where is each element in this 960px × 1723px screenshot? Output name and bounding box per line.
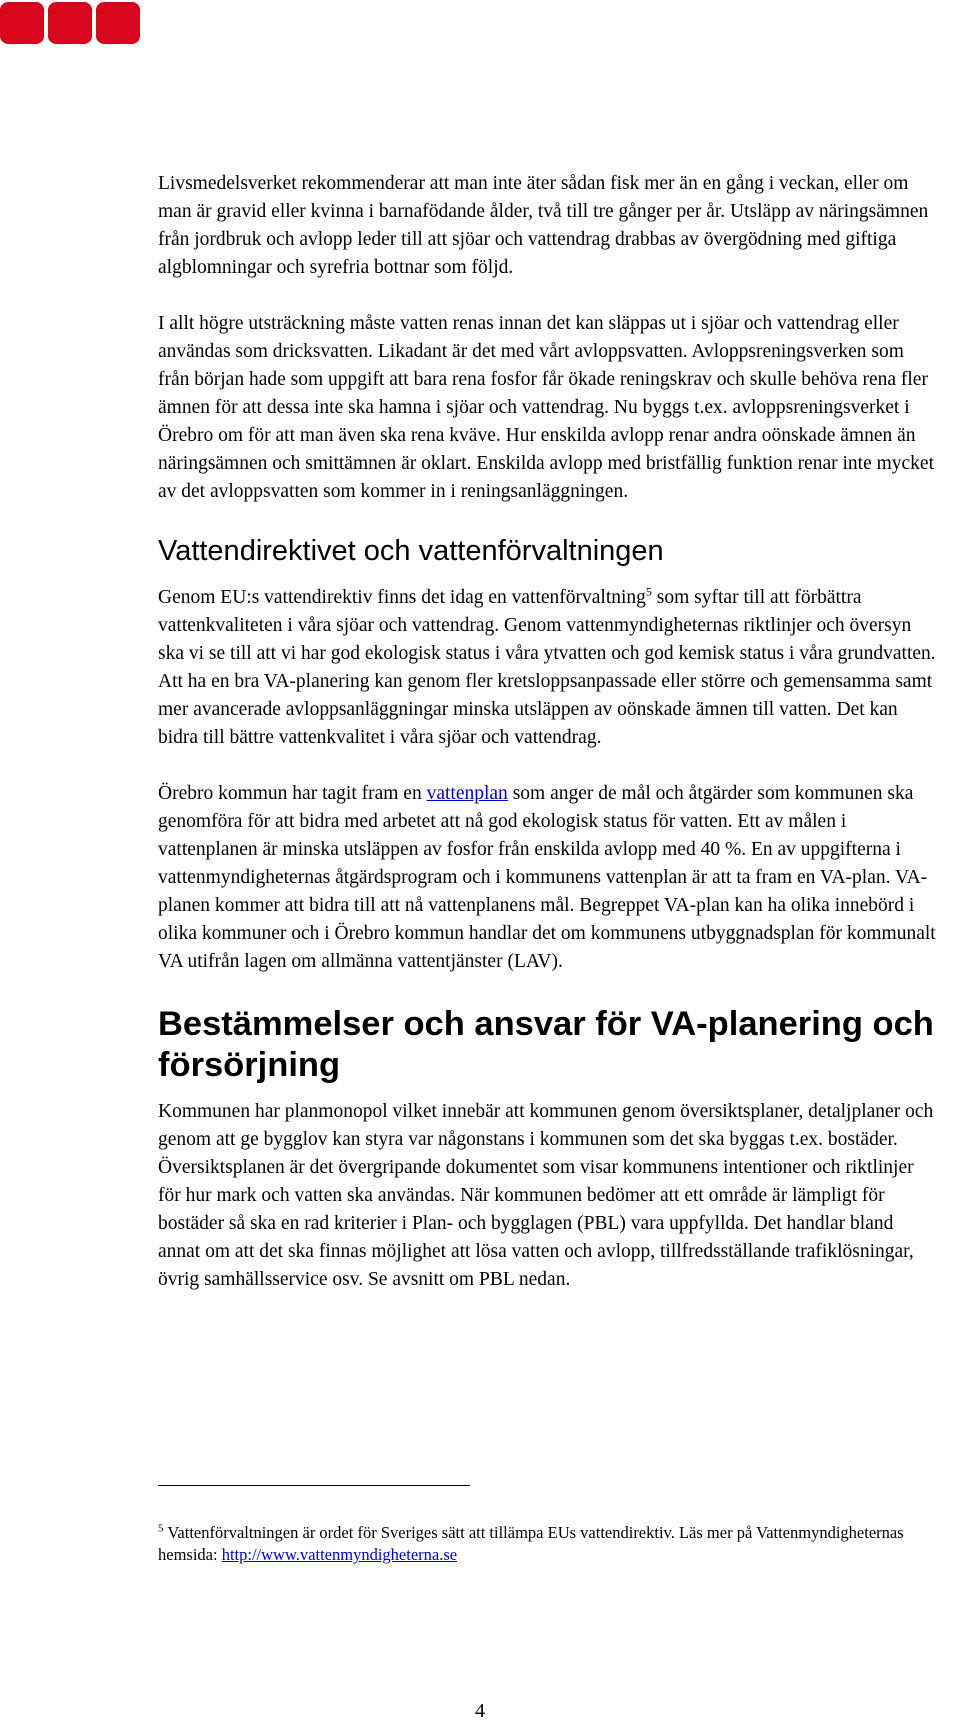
- logo: [0, 2, 140, 44]
- footnote-number: 5: [158, 1522, 164, 1535]
- paragraph: I allt högre utsträckning måste vatten renas innan det kan släppas ut i sjöar och vattendrag eller användas som dricksvatten. Likadant är det med vårt avloppsvatten. Avloppsreningsverken som från början hade som uppgift att bara rena fosfor får ökade reningskrav och skulle behöva rena fler ämnen för att dessa inte ska hamna i sjöar och vattendrag. Nu byggs t.ex. avloppsreningsverket i Örebro om för att man även ska rena kväve. Hur enskilda avlopp renar andra oönskade ämnen än näringsämnen och smittämnen är oklart. Enskilda avlopp med bristfällig funktion renar inte mycket av det avloppsvatten som kommer in i reningsanläggningen.: [158, 313, 935, 502]
- paragraph: Livsmedelsverket rekommenderar att man inte äter sådan fisk mer än en gång i veckan, eller om man är gravid eller kvinna i barnafödande ålder, två till tre gånger per år. Utsläpp av näringsämnen från jordbruk och avlopp leder till att sjöar och vattendrag drabbas av övergödning med giftiga algblomningar och syrefria bottnar som följd.: [158, 173, 929, 278]
- text-run: som anger de mål och åtgärder som kommunen ska genomföra för att bidra med arbetet att nå god ekologisk status för vatten. Ett av målen i vattenplanen är minska utsläppen av fosfor från enskilda avlopp med 40 %. En av uppgifterna i vattenmyndigheternas åtgärdsprogram och i kommunens vattenplan är att ta fram en VA-plan. VA-planen kommer att bidra till att nå vattenplanens mål. Begreppet VA-plan kan ha olika innebörd i olika kommuner och i Örebro kommun handlar det om kommunens utbyggnadsplan för kommunalt VA utifrån lagen om allmänna vattentjänster (LAV).: [158, 783, 936, 972]
- logo-square-1: [0, 2, 44, 44]
- paragraph: Kommunen har planmonopol vilket innebär att kommunen genom översiktsplaner, detaljplaner och genom att ge bygglov kan styra var någonstans i kommunen som det ska byggas t.ex. bostäder. Översiktsplanen är det övergripande dokumentet som visar kommunens intentioner och riktlinjer för hur mark och vatten ska användas. När kommunen bedömer att ett område är lämpligt för bostäder så ska en rad kriterier i Plan- och bygglagen (PBL) vara uppfyllda. Det handlar bland annat om att det ska finnas möjlighet att lösa vatten och avlopp, tillfredsställande trafiklösningar, övrig samhällsservice osv. Se avsnitt om PBL nedan.: [158, 1101, 934, 1290]
- logo-square-3: [96, 2, 140, 44]
- footnote-ref[interactable]: 5: [645, 584, 652, 599]
- paragraph: [158, 780, 938, 976]
- footnote-text: Vattenförvaltningen är ordet för Sveriges sätt att tillämpa EUs vattendirektiv. Läs mer på Vattenmyndigheternas hemsida:: [158, 1523, 904, 1564]
- text-run: Örebro kommun har tagit fram en: [158, 783, 427, 804]
- document-body: [158, 170, 938, 1322]
- footnote-separator: [158, 1485, 470, 1486]
- vattenmyndigheterna-link[interactable]: http://www.vattenmyndigheterna.se: [221, 1545, 458, 1564]
- section-heading: Vattendirektivet och vattenförvaltningen: [158, 535, 664, 567]
- text-run: som syftar till att förbättra vattenkvaliteten i våra sjöar och vattendrag. Genom vattenmyndigheternas riktlinjer och översyn ska vi se till att vi har god ekologisk status i våra ytvatten och god kemisk status i våra grundvatten. Att ha en bra VA-planering kan genom fler kretsloppsanpassade eller större och gemensamma samt mer avancerade avloppsanläggningar minska utsläppen av oönskade ämnen till vatten. Det kan bidra till bättre vattenkvalitet i våra sjöar och vattendrag.: [158, 587, 936, 748]
- vattenplan-link[interactable]: vattenplan: [426, 783, 508, 804]
- page-number: 4: [475, 1700, 485, 1722]
- logo-square-2: [48, 2, 92, 44]
- footnote: [158, 1522, 938, 1566]
- paragraph: [158, 584, 938, 752]
- chapter-heading: Bestämmelser och ansvar för VA-planering och försörjning: [158, 1005, 934, 1084]
- text-run: Genom EU:s vattendirektiv finns det idag en vattenförvaltning: [158, 587, 646, 608]
